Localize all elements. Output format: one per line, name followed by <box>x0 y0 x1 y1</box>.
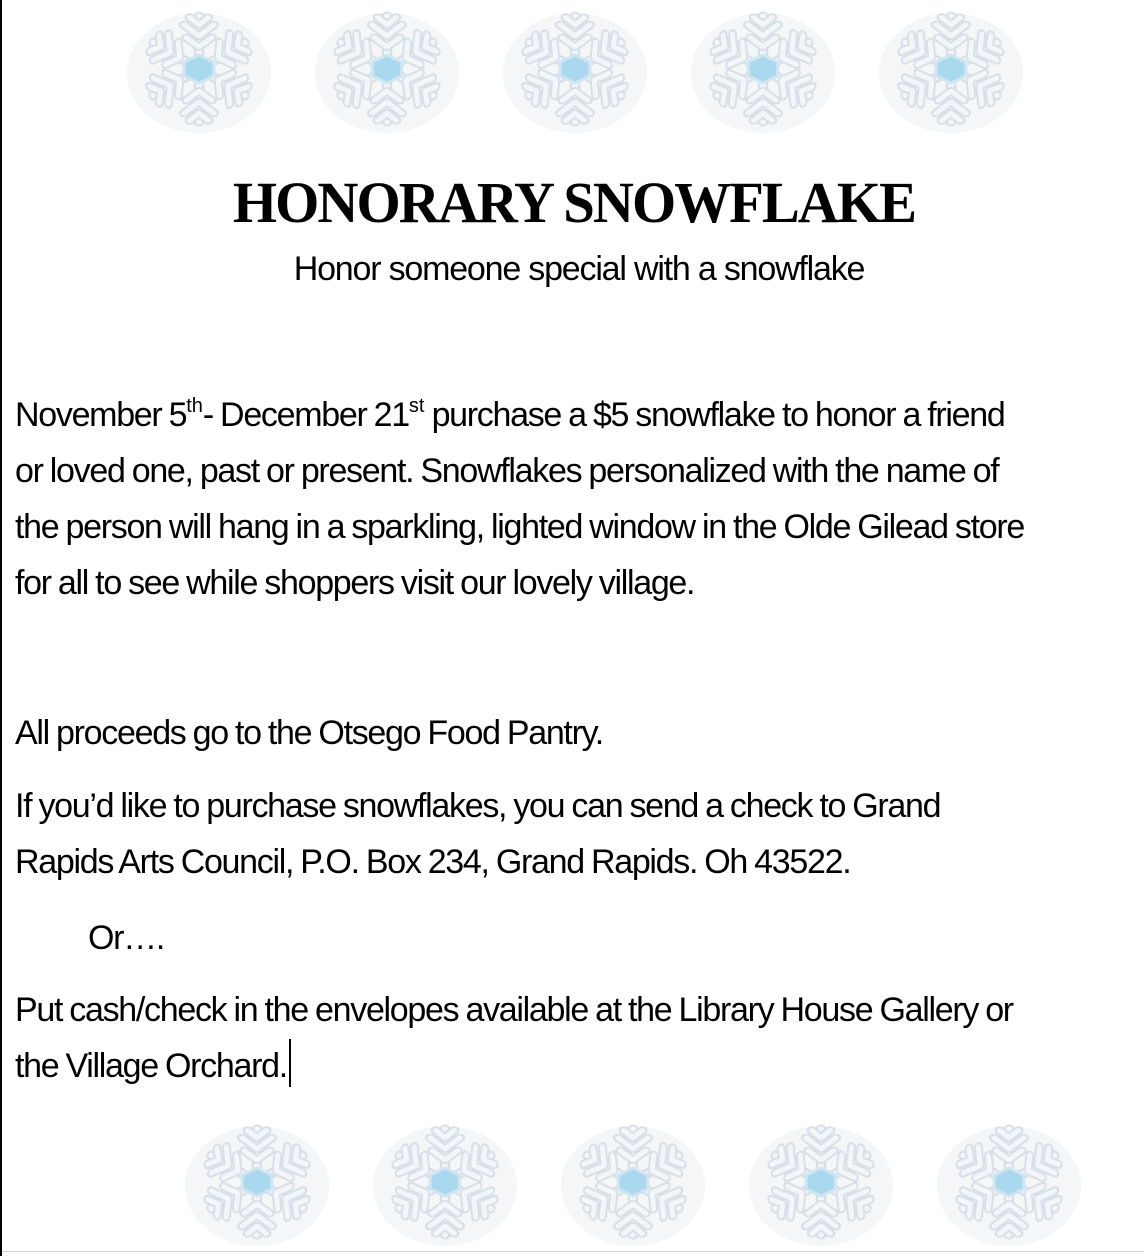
end-date-ordinal: st <box>408 395 425 417</box>
end-date-text: - December 21 <box>202 396 409 434</box>
snowflake-icon <box>678 0 848 138</box>
snowflake-icon <box>172 1113 342 1251</box>
page-title: HONORARY SNOWFLAKE <box>232 170 916 235</box>
snowflake-icon <box>548 1113 718 1251</box>
snowflake-icon <box>114 0 284 138</box>
snowflake-icon <box>302 0 472 138</box>
paragraph-envelopes <box>15 982 1143 1094</box>
paragraph-mail-check <box>15 778 1143 890</box>
snowflake-icon <box>866 0 1036 138</box>
paragraph-dates <box>15 387 1143 611</box>
snowflake-icon <box>490 0 660 138</box>
paragraph-line: for all to see while shoppers visit our lovely village. <box>15 564 695 602</box>
paragraph-line: If you’d like to purchase snowflakes, you can send a check to Grand <box>15 787 941 825</box>
paragraph-or: Or…. <box>88 919 165 957</box>
page-edge <box>2 1251 1144 1252</box>
snowflake-icon <box>736 1113 906 1251</box>
snowflake-icon <box>924 1113 1094 1251</box>
start-date-ordinal: th <box>186 395 203 417</box>
start-date-text: November 5 <box>15 396 187 434</box>
paragraph-text: purchase a $5 snowflake to honor a friend <box>424 396 1005 434</box>
paragraph-line <box>15 1038 1143 1094</box>
paragraph-text: the Village Orchard. <box>15 1047 287 1085</box>
bottom-snowflake-border <box>172 1113 1094 1251</box>
paragraph-line <box>15 387 1143 443</box>
top-snowflake-border <box>114 0 1036 138</box>
paragraph-line: Rapids Arts Council, P.O. Box 234, Grand Rapids. Oh 43522. <box>15 843 851 881</box>
paragraph-line: the person will hang in a sparkling, lighted window in the Olde Gilead store <box>15 508 1024 546</box>
text-cursor[interactable] <box>289 1039 291 1087</box>
snowflake-icon <box>360 1113 530 1251</box>
paragraph-line: Put cash/check in the envelopes available at the Library House Gallery or <box>15 991 1013 1029</box>
paragraph-proceeds: All proceeds go to the Otsego Food Pantry. <box>15 714 603 752</box>
page-subtitle: Honor someone special with a snowflake <box>293 250 865 288</box>
paragraph-line: or loved one, past or present. Snowflakes personalized with the name of <box>15 452 999 490</box>
